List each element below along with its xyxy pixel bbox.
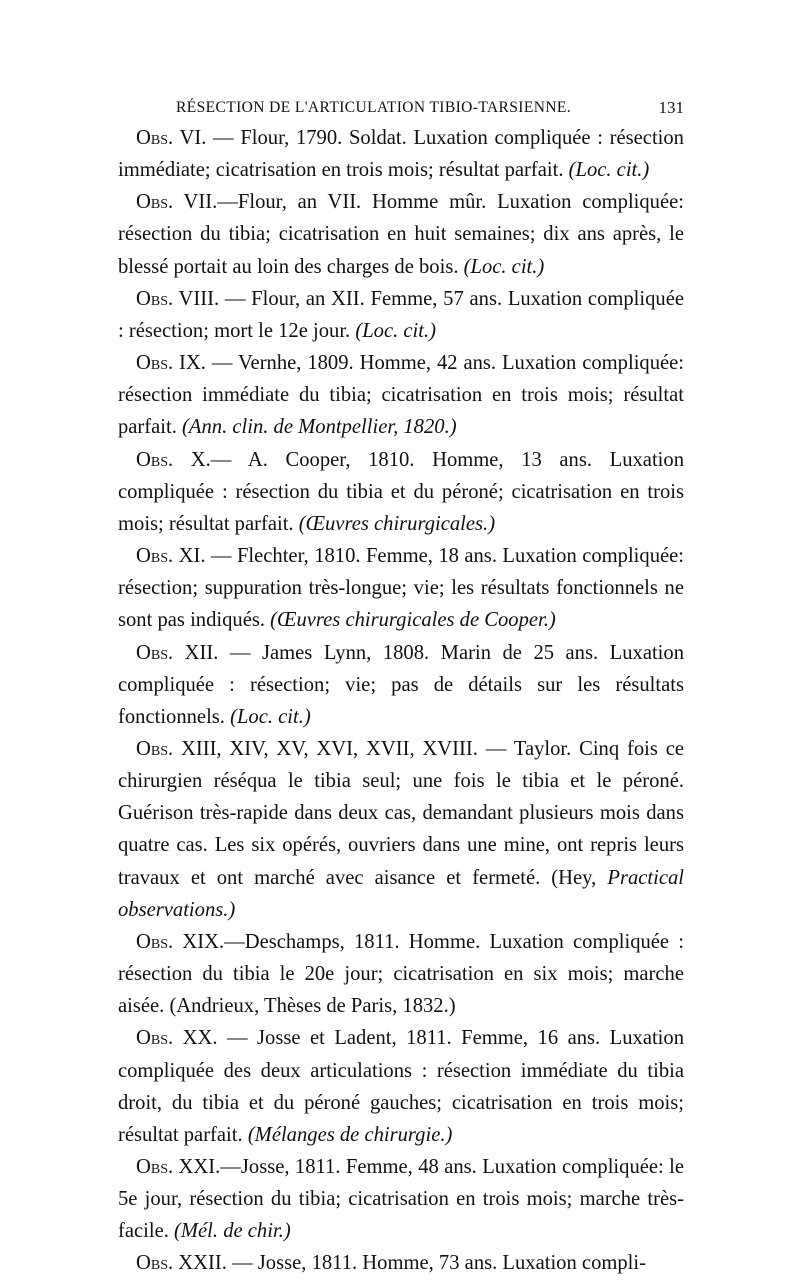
observation-text: — Flechter, 1810. Femme, 18 ans. Luxation compliquée: résection; suppuration très-longue; vie; les résultats fonctionnels ne sont pas indiqués.: [118, 545, 684, 632]
observation-label: Obs. XXII.: [136, 1252, 227, 1275]
observation-paragraph: [118, 1022, 684, 1151]
observation-label: Obs. X.: [136, 448, 211, 471]
observation-reference: Practical observations.): [118, 866, 684, 921]
observation-paragraph: [118, 637, 684, 733]
observation-text: — Josse et Ladent, 1811. Femme, 16 ans. Luxation compliquée des deux articulations : résection immédiate du tibia droit, du tibia et du péroné gauches; cicatrisation en trois mois; résultat parfait.: [118, 1027, 685, 1146]
observation-reference: (Loc. cit.): [230, 705, 311, 728]
observation-text: — A. Cooper, 1810. Homme, 13 ans. Luxation compliquée : résection du tibia et du péroné; cicatrisation en trois mois; résultat parfait.: [118, 448, 684, 535]
observation-label: Obs. VI.: [136, 127, 207, 149]
observation-reference: (Ann. clin. de Montpellier, 1820.): [182, 416, 457, 439]
observation-reference: (Œuvres chirurgicales de Cooper.): [270, 609, 556, 632]
running-head: RÉSECTION DE L'ARTICULATION TIBIO-TARSIENNE.: [176, 99, 572, 116]
observation-paragraph: [118, 347, 684, 443]
observation-reference: (Loc. cit.): [568, 159, 650, 182]
observation-text: — Josse, 1811. Homme, 73 ans. Luxation compli-: [226, 1252, 646, 1275]
observation-paragraph: [118, 122, 684, 186]
observation-paragraph: [118, 1151, 684, 1247]
observation-text: —Deschamps, 1811. Homme. Luxation compliquée : résection du tibia le 20e jour; cicatrisation en six mois; marche aisée. (Andrieux, Thèses de Paris, 1832.): [118, 930, 684, 1018]
observation-reference: (Œuvres chirurgicales.): [298, 512, 496, 535]
observation-text: — Taylor. Cinq fois ce chirurgien réséqua le tibia seul; une fois le tibia et le péroné. Guérison très-rapide dans deux cas, demandant plusieurs mois dans quatre cas. Les six opérés, ouvriers dans une mine, ont repris leurs travaux et ont marché avec aisance et fermeté. (Hey,: [118, 737, 684, 889]
observation-label: Obs. IX.: [136, 352, 206, 375]
observation-paragraph: [118, 733, 684, 926]
observation-label: Obs. XII.: [136, 641, 219, 664]
observation-label: Obs. VII.: [136, 191, 218, 214]
observation-paragraph: [118, 926, 684, 1022]
observation-paragraph: [118, 540, 684, 636]
observation-label: Obs. VIII.: [136, 287, 220, 310]
observation-paragraph: [118, 1247, 684, 1279]
observation-label: Obs. XXI.: [136, 1156, 221, 1178]
observation-label: Obs. XIII, XIV, XV, XVI, XVII, XVIII.: [136, 737, 478, 760]
body-text: [118, 122, 684, 1280]
page-header: [118, 99, 684, 123]
observation-label: Obs. XI.: [136, 545, 206, 568]
observation-paragraph: [118, 283, 684, 347]
observation-reference: (Loc. cit.): [355, 319, 436, 342]
observation-text: — Vernhe, 1809. Homme, 42 ans. Luxation compliquée: résection immédiate du tibia; cicatrisation en trois mois; résultat parfait.: [118, 352, 685, 439]
observation-reference: (Mélanges de chirurgie.): [247, 1123, 453, 1146]
observation-reference: (Loc. cit.): [463, 255, 545, 278]
observation-reference: (Mél. de chir.): [174, 1220, 291, 1243]
observation-paragraph: [118, 444, 684, 540]
observation-label: Obs. XIX.: [136, 930, 225, 953]
observation-text: — Flour, 1790. Soldat. Luxation compliquée : résection immédiate; cicatrisation en trois mois; résultat parfait.: [118, 127, 684, 182]
page-number: 131: [658, 98, 684, 117]
observation-label: Obs. XX.: [136, 1027, 218, 1050]
observation-paragraph: [118, 186, 684, 282]
observation-text: —Flour, an VII. Homme mûr. Luxation compliquée: résection du tibia; cicatrisation en huit semaines; dix ans après, le blessé portait au loin des charges de bois.: [118, 191, 684, 278]
observation-text: —Josse, 1811. Femme, 48 ans. Luxation compliquée: le 5e jour, résection du tibia; cicatrisation en trois mois; marche très-facile.: [118, 1156, 684, 1243]
observation-text: — Flour, an XII. Femme, 57 ans. Luxation compliquée : résection; mort le 12e jour.: [118, 287, 684, 342]
observation-text: — James Lynn, 1808. Marin de 25 ans. Luxation compliquée : résection; vie; pas de détails sur les résultats fonctionnels.: [118, 641, 684, 728]
